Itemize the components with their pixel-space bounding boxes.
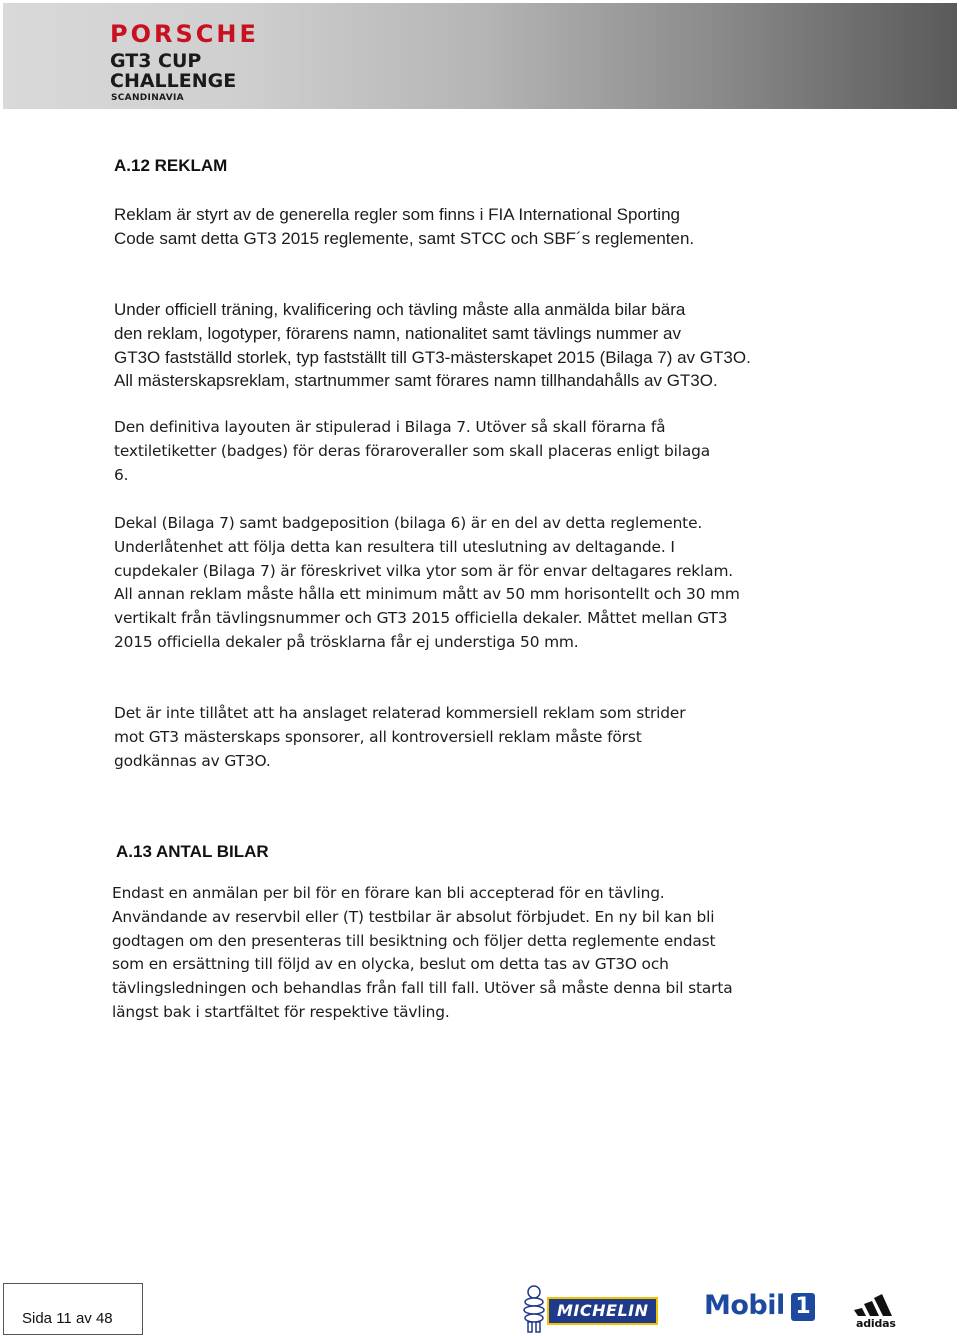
- text-line: godtagen om den presenteras till besiktning och följer detta reglemente endast: [112, 931, 716, 950]
- page-number: [22, 1310, 113, 1327]
- mobil1-logo: [704, 1290, 824, 1330]
- text-line: Det är inte tillåtet att ha anslaget relaterad kommersiell reklam som strider: [114, 704, 686, 722]
- text-line: som en ersättning till följd av en olycka, beslut om detta tas av GT3O och: [112, 955, 669, 974]
- text-line: Code samt detta GT3 2015 reglemente, samt STCC och SBF´s reglementen.: [114, 228, 695, 248]
- series-title-line-2: CHALLENGE: [110, 70, 237, 92]
- text-line: Endast en anmälan per bil för en förare kan bli accepterad för en tävling.: [112, 884, 665, 902]
- text-line: 6.: [114, 465, 129, 484]
- section-heading-a13: A.13 ANTAL BILAR: [116, 842, 269, 861]
- text-line: Användande av reservbil eller (T) testbilar är absolut förbjudet. En ny bil kan bli: [112, 907, 715, 926]
- page-total: 48: [95, 1310, 113, 1327]
- page-prefix: Sida: [22, 1310, 53, 1327]
- series-region: SCANDINAVIA: [111, 93, 184, 103]
- paragraph-a12-3: [114, 416, 710, 487]
- paragraph-a12-2: [114, 298, 751, 393]
- paragraph-a12-5: [114, 702, 685, 773]
- bibendum-icon: [521, 1285, 547, 1333]
- footer-box: [3, 1283, 143, 1335]
- porsche-logo: PORSCHE: [110, 20, 259, 48]
- michelin-logo: [517, 1285, 667, 1333]
- mobil-wordmark: Mobil: [704, 1290, 785, 1321]
- text-line: GT3O fastställd storlek, typ fastställt till GT3-mästerskapet 2015 (Bilaga 7) av GT3O.: [114, 347, 751, 367]
- michelin-wordmark: MICHELIN: [547, 1297, 658, 1325]
- text-line: Under officiell träning, kvalificering och tävling måste alla anmälda bilar bära: [114, 300, 686, 319]
- text-line: den reklam, logotyper, förarens namn, nationalitet samt tävlings nummer av: [114, 323, 681, 343]
- page-current: 11: [56, 1310, 72, 1327]
- paragraph-a12-4: [114, 512, 740, 655]
- text-line: tävlingsledningen och behandlas från fall till fall. Utöver så måste denna bil starta: [112, 979, 733, 998]
- series-title-line-1: GT3 CUP: [110, 50, 202, 72]
- text-line: Dekal (Bilaga 7) samt badgeposition (bilaga 6) är en del av detta reglemente.: [114, 514, 703, 532]
- adidas-logo: [852, 1292, 904, 1332]
- mobil1-numeral: 1: [791, 1293, 815, 1321]
- text-line: godkännas av GT3O.: [114, 751, 271, 770]
- text-line: All annan reklam måste hålla ett minimum mått av 50 mm horisontellt och 30 mm: [114, 585, 740, 604]
- text-line: Den definitiva layouten är stipulerad i Bilaga 7. Utöver så skall förarna få: [114, 418, 666, 436]
- header-banner: [3, 3, 957, 109]
- adidas-wordmark: adidas: [856, 1317, 896, 1330]
- paragraph-a13-1: [112, 882, 733, 1025]
- text-line: 2015 officiella dekaler på trösklarna får ej understiga 50 mm.: [114, 632, 579, 651]
- paragraph-a12-1: [114, 203, 694, 251]
- text-line: Underlåtenhet att följa detta kan resultera till uteslutning av deltagande. I: [114, 537, 675, 556]
- section-heading-a12: A.12 REKLAM: [114, 156, 228, 175]
- page-separator: av: [75, 1310, 92, 1327]
- adidas-stripes-icon: [852, 1292, 904, 1318]
- text-line: vertikalt från tävlingsnummer och GT3 2015 officiella dekaler. Måttet mellan GT3: [114, 609, 728, 628]
- text-line: All mästerskapsreklam, startnummer samt förares namn tillhandahålls av GT3O.: [114, 371, 718, 391]
- text-line: textiletiketter (badges) för deras föraroveraller som skall placeras enligt bilaga: [114, 441, 711, 460]
- text-line: Reklam är styrt av de generella regler som finns i FIA International Sporting: [114, 205, 680, 224]
- text-line: mot GT3 mästerskaps sponsorer, all kontroversiell reklam måste först: [114, 727, 642, 746]
- text-line: cupdekaler (Bilaga 7) är föreskrivet vilka ytor som är för envar deltagares reklam.: [114, 561, 734, 580]
- text-line: längst bak i startfältet för respektive tävling.: [112, 1002, 450, 1021]
